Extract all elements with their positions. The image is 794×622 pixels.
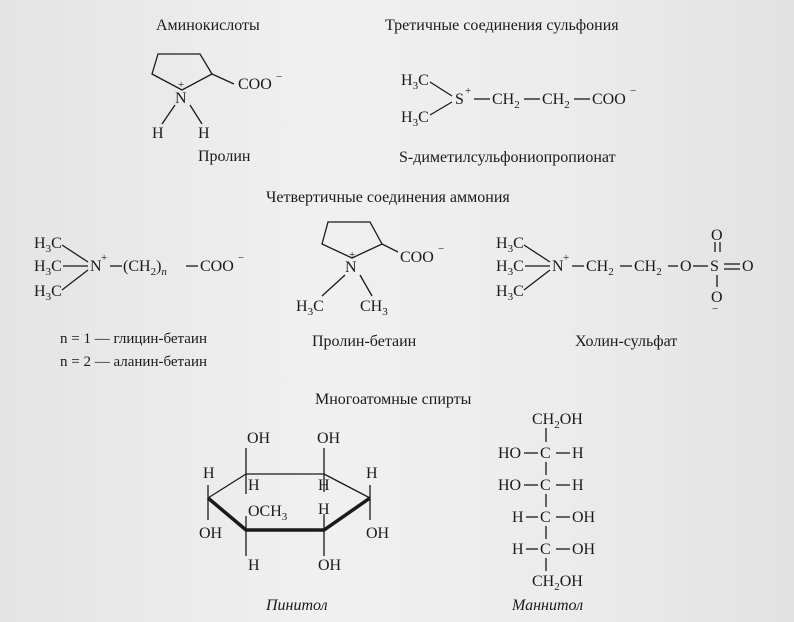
svg-text:N: N (552, 258, 564, 275)
svg-text:H3C: $H_3C$ (496, 283, 524, 303)
svg-text:C: C (540, 477, 551, 494)
svg-text:COO: COO (238, 76, 272, 93)
svg-text:COO: COO (400, 249, 434, 266)
svg-text:H3C: $H_3C$ (34, 283, 62, 303)
svg-text:H: H (248, 557, 260, 574)
svg-text:+: + (178, 79, 185, 91)
name-mannitol: Маннитол (512, 597, 584, 614)
svg-text:H3C: $H_3C$ (401, 109, 429, 129)
svg-text:H: H (572, 477, 584, 494)
svg-text:+: + (101, 252, 108, 264)
svg-text:H3C: $H_3C$ (296, 298, 324, 318)
name-dmsp: S-диметилсульфониопропионат (399, 149, 616, 166)
svg-text:CH2OH: $CH_2OH$ (532, 411, 583, 431)
svg-text:H3C: $H_3C$ (34, 235, 62, 255)
name-glycine-betaine: n = 1 — глицин-бетаин (60, 331, 207, 347)
structure-dmsp (399, 72, 636, 166)
svg-text:O: O (711, 227, 723, 244)
svg-text:H: H (152, 125, 164, 142)
name-pinitol: Пинитол (266, 597, 328, 614)
heading-quaternary-ammonium: Четвертичные соединения аммония (266, 189, 510, 206)
svg-text:−: − (630, 85, 637, 97)
svg-text:H3C: $H_3C$ (496, 258, 524, 278)
svg-text:H: H (572, 445, 584, 462)
name-proline-betaine: Пролин-бетаин (312, 333, 417, 350)
svg-text:H: H (318, 477, 330, 494)
svg-text:OH: OH (199, 525, 223, 542)
structure-choline-sulfate (496, 227, 754, 350)
svg-text:−: − (276, 71, 283, 83)
svg-text:CH2: $CH_2$ (542, 91, 570, 111)
svg-text:+: + (349, 249, 356, 261)
svg-text:C: C (540, 541, 551, 558)
svg-text:N: N (90, 258, 102, 275)
svg-text:−: − (238, 252, 245, 264)
svg-text:H3C: $H_3C$ (496, 235, 524, 255)
svg-text:+: + (563, 252, 570, 264)
svg-text:C: C (540, 509, 551, 526)
heading-polyols: Многоатомные спирты (315, 391, 472, 408)
structure-proline-betaine (296, 222, 444, 350)
heading-amino-acids: Аминокислоты (156, 17, 260, 34)
svg-text:CH2OH: $CH_2OH$ (532, 573, 583, 593)
svg-text:H: H (203, 465, 215, 482)
heading-tertiary-sulfonium: Третичные соединения сульфония (385, 17, 619, 34)
svg-text:CH3: $CH_3$ (360, 298, 388, 318)
svg-text:OCH3: $OCH_3$ (248, 503, 288, 523)
svg-text:COO: COO (592, 91, 626, 108)
name-alanine-betaine: n = 2 — аланин-бетаин (60, 354, 208, 370)
name-choline-sulfate: Холин-сульфат (575, 333, 678, 350)
svg-text:H: H (318, 501, 330, 518)
svg-text:OH: OH (366, 525, 390, 542)
svg-text:−: − (712, 303, 719, 315)
svg-text:+: + (465, 85, 472, 97)
svg-text:CH2: $CH_2$ (634, 258, 662, 278)
svg-text:H: H (512, 541, 524, 558)
svg-text:H3C: $H_3C$ (34, 258, 62, 278)
svg-text:S: S (455, 91, 464, 108)
svg-text:O: O (742, 258, 754, 275)
structure-proline (152, 54, 282, 165)
svg-text:H: H (512, 509, 524, 526)
svg-text:OH: OH (317, 430, 341, 447)
svg-text:O: O (680, 258, 692, 275)
svg-text:OH: OH (572, 509, 596, 526)
svg-text:N: N (345, 259, 357, 276)
svg-text:H: H (366, 465, 378, 482)
name-proline: Пролин (198, 148, 251, 165)
structure-mannitol (498, 411, 596, 614)
svg-text:OH: OH (247, 430, 271, 447)
svg-text:S: S (710, 258, 719, 275)
svg-text:HO: HO (498, 477, 522, 494)
svg-text:H3C: $H_3C$ (401, 72, 429, 92)
svg-text:O: O (711, 289, 723, 306)
svg-text:CH2: $CH_2$ (586, 258, 614, 278)
structure-betaine (34, 235, 244, 370)
svg-text:−: − (438, 243, 445, 255)
svg-text:N: N (175, 90, 187, 107)
structure-pinitol (199, 430, 390, 614)
svg-text:(CH2)n: $(CH_2)_n$ (123, 258, 167, 278)
svg-text:H: H (198, 125, 210, 142)
svg-text:OH: OH (572, 541, 596, 558)
svg-text:H: H (248, 477, 260, 494)
svg-text:CH2: $CH_2$ (492, 91, 520, 111)
svg-text:OH: OH (318, 557, 342, 574)
svg-text:C: C (540, 445, 551, 462)
svg-text:COO: COO (200, 258, 234, 275)
svg-text:HO: HO (498, 445, 522, 462)
